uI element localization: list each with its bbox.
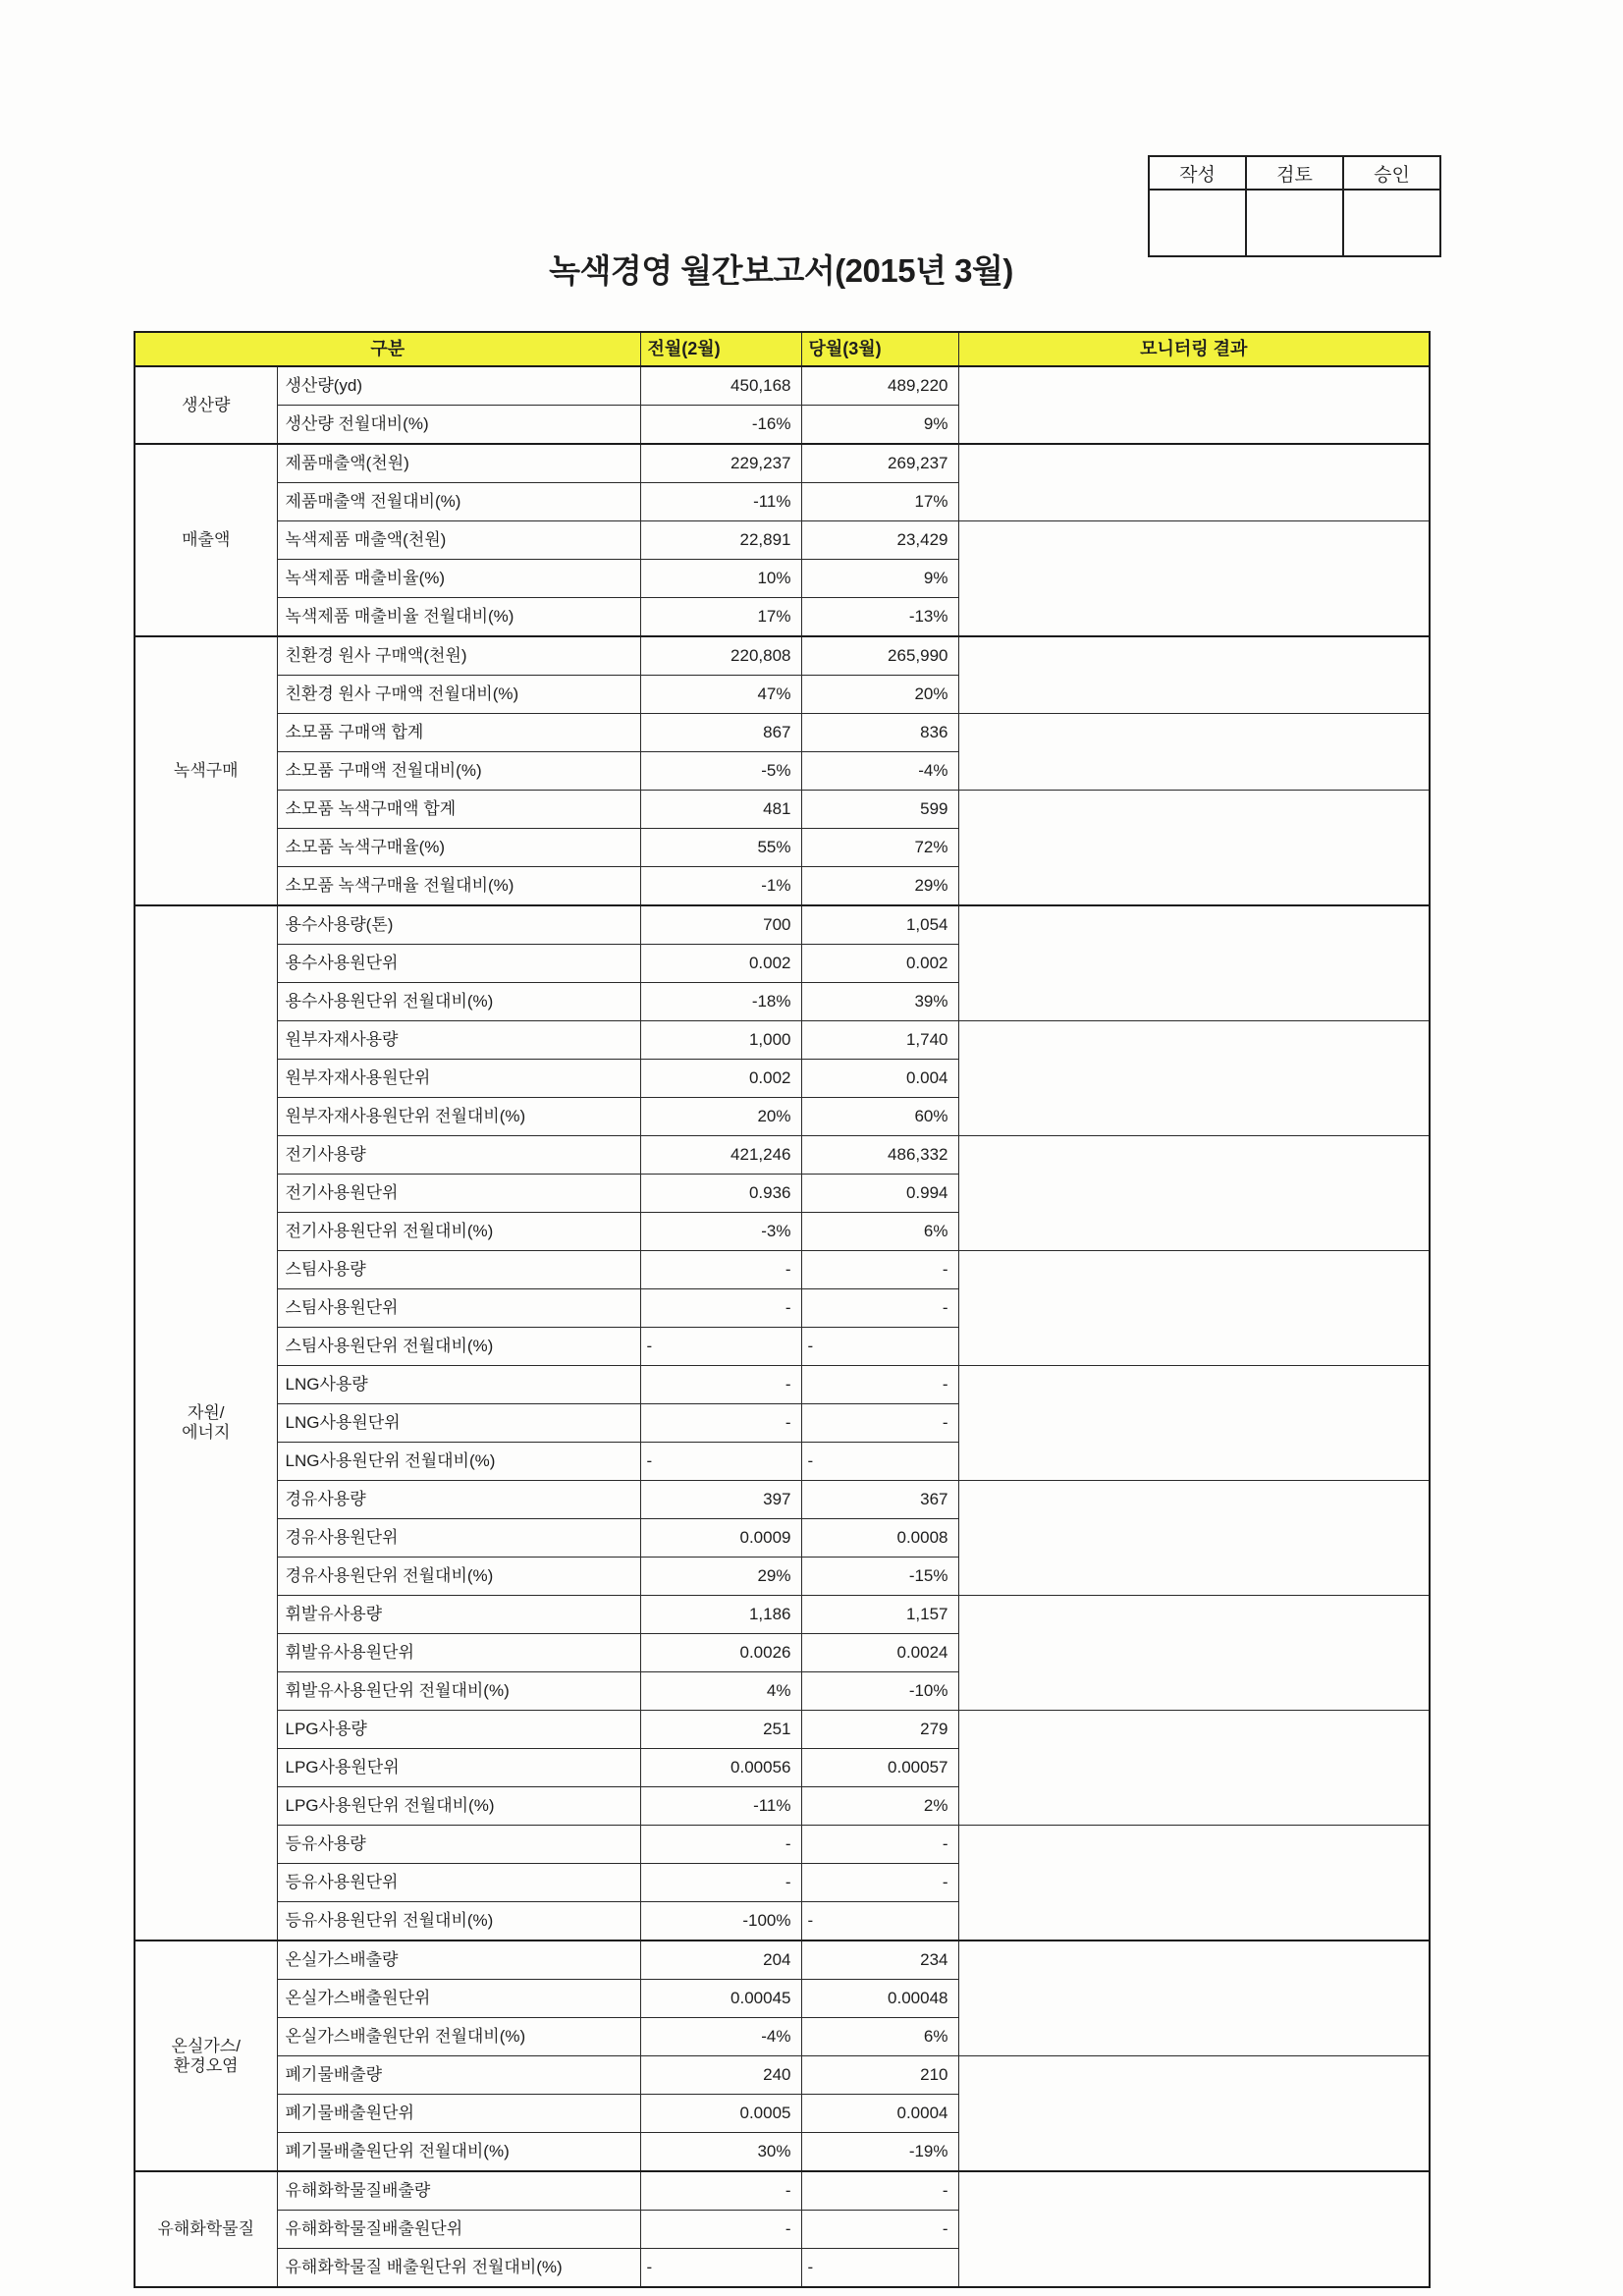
- monitoring-result-cell: [958, 2171, 1430, 2287]
- prev-month-value: -: [640, 2171, 801, 2211]
- curr-month-value: 20%: [801, 676, 958, 714]
- table-row: [135, 1136, 1430, 1175]
- curr-month-value: 0.994: [801, 1175, 958, 1213]
- prev-month-value: -: [640, 1289, 801, 1328]
- prev-month-value: -1%: [640, 867, 801, 906]
- monitoring-result-cell: [958, 366, 1430, 444]
- monitoring-result-cell: [958, 714, 1430, 791]
- metric-label: 스팀사용원단위: [277, 1289, 640, 1328]
- header-prev-month: 전월(2월): [640, 332, 801, 366]
- curr-month-value: -: [801, 1289, 958, 1328]
- metric-label: 폐기물배출원단위 전월대비(%): [277, 2133, 640, 2172]
- curr-month-value: 23,429: [801, 521, 958, 560]
- curr-month-value: -: [801, 1443, 958, 1481]
- metric-label: 녹색제품 매출비율 전월대비(%): [277, 598, 640, 637]
- metric-label: 녹색제품 매출비율(%): [277, 560, 640, 598]
- category-label-line: 에너지: [182, 1423, 231, 1442]
- category-label-line: 온실가스/: [171, 2036, 241, 2055]
- approval-header-review: 검토: [1246, 156, 1343, 190]
- prev-month-value: 204: [640, 1941, 801, 1980]
- header-monitoring-result: 모니터링 결과: [958, 332, 1430, 366]
- prev-month-value: 0.0026: [640, 1634, 801, 1672]
- curr-month-value: -: [801, 1366, 958, 1404]
- prev-month-value: 47%: [640, 676, 801, 714]
- table-row: [135, 1826, 1430, 1864]
- metric-label: LNG사용원단위: [277, 1404, 640, 1443]
- metric-label: 폐기물배출량: [277, 2056, 640, 2095]
- metric-label: 생산량(yd): [277, 366, 640, 406]
- header-curr-month: 당월(3월): [801, 332, 958, 366]
- prev-month-value: -100%: [640, 1902, 801, 1941]
- approval-header-write: 작성: [1149, 156, 1246, 190]
- category-group-cell: [135, 1941, 277, 2171]
- table-row: [135, 1596, 1430, 1634]
- table-row: [135, 1481, 1430, 1519]
- curr-month-value: 6%: [801, 1213, 958, 1251]
- metric-label: 경유사용량: [277, 1481, 640, 1519]
- prev-month-value: 397: [640, 1481, 801, 1519]
- curr-month-value: 9%: [801, 406, 958, 445]
- prev-month-value: 220,808: [640, 636, 801, 676]
- curr-month-value: 72%: [801, 829, 958, 867]
- metric-label: 친환경 원사 구매액 전월대비(%): [277, 676, 640, 714]
- curr-month-value: 0.0024: [801, 1634, 958, 1672]
- monitoring-result-cell: [958, 1136, 1430, 1251]
- prev-month-value: -: [640, 1443, 801, 1481]
- metric-label: 원부자재사용원단위 전월대비(%): [277, 1098, 640, 1136]
- metric-label: 전기사용원단위 전월대비(%): [277, 1213, 640, 1251]
- metric-label: 용수사용원단위 전월대비(%): [277, 983, 640, 1021]
- prev-month-value: 1,000: [640, 1021, 801, 1060]
- prev-month-value: -: [640, 1251, 801, 1289]
- metric-label: 온실가스배출량: [277, 1941, 640, 1980]
- curr-month-value: 60%: [801, 1098, 958, 1136]
- report-table: [134, 331, 1431, 2288]
- curr-month-value: 0.004: [801, 1060, 958, 1098]
- prev-month-value: 17%: [640, 598, 801, 637]
- metric-label: 제품매출액 전월대비(%): [277, 483, 640, 521]
- table-row: [135, 1251, 1430, 1289]
- table-row: [135, 1941, 1430, 1980]
- metric-label: 소모품 구매액 전월대비(%): [277, 752, 640, 791]
- monitoring-result-cell: [958, 444, 1430, 521]
- curr-month-value: -10%: [801, 1672, 958, 1711]
- monitoring-result-cell: [958, 1021, 1430, 1136]
- monitoring-result-cell: [958, 1826, 1430, 1941]
- metric-label: 유해화학물질배출량: [277, 2171, 640, 2211]
- metric-label: 원부자재사용원단위: [277, 1060, 640, 1098]
- monitoring-result-cell: [958, 1941, 1430, 2056]
- category-label-line: 매출액: [182, 530, 231, 550]
- metric-label: 휘발유사용량: [277, 1596, 640, 1634]
- curr-month-value: 1,740: [801, 1021, 958, 1060]
- prev-month-value: 481: [640, 791, 801, 829]
- curr-month-value: 210: [801, 2056, 958, 2095]
- monitoring-result-cell: [958, 1366, 1430, 1481]
- curr-month-value: 486,332: [801, 1136, 958, 1175]
- curr-month-value: 599: [801, 791, 958, 829]
- prev-month-value: 0.0009: [640, 1519, 801, 1558]
- prev-month-value: 10%: [640, 560, 801, 598]
- metric-label: 유해화학물질 배출원단위 전월대비(%): [277, 2249, 640, 2288]
- monitoring-result-cell: [958, 521, 1430, 637]
- prev-month-value: 30%: [640, 2133, 801, 2172]
- prev-month-value: 55%: [640, 829, 801, 867]
- metric-label: 온실가스배출원단위 전월대비(%): [277, 2018, 640, 2056]
- metric-label: 용수사용원단위: [277, 945, 640, 983]
- prev-month-value: -11%: [640, 483, 801, 521]
- curr-month-value: 2%: [801, 1787, 958, 1826]
- prev-month-value: 0.0005: [640, 2095, 801, 2133]
- prev-month-value: 421,246: [640, 1136, 801, 1175]
- prev-month-value: 0.00056: [640, 1749, 801, 1787]
- prev-month-value: -: [640, 1404, 801, 1443]
- curr-month-value: 1,157: [801, 1596, 958, 1634]
- curr-month-value: 0.0004: [801, 2095, 958, 2133]
- curr-month-value: 269,237: [801, 444, 958, 483]
- metric-label: LNG사용량: [277, 1366, 640, 1404]
- curr-month-value: -19%: [801, 2133, 958, 2172]
- metric-label: LNG사용원단위 전월대비(%): [277, 1443, 640, 1481]
- curr-month-value: 279: [801, 1711, 958, 1749]
- curr-month-value: -: [801, 2249, 958, 2288]
- prev-month-value: 700: [640, 905, 801, 945]
- metric-label: 등유사용원단위: [277, 1864, 640, 1902]
- category-group-cell: [135, 2171, 277, 2287]
- monitoring-result-cell: [958, 1711, 1430, 1826]
- metric-label: 온실가스배출원단위: [277, 1980, 640, 2018]
- monitoring-result-cell: [958, 791, 1430, 906]
- table-row: [135, 521, 1430, 560]
- monitoring-result-cell: [958, 1251, 1430, 1366]
- metric-label: LPG사용원단위 전월대비(%): [277, 1787, 640, 1826]
- prev-month-value: -4%: [640, 2018, 801, 2056]
- prev-month-value: 0.002: [640, 945, 801, 983]
- monitoring-result-cell: [958, 905, 1430, 1021]
- metric-label: 폐기물배출원단위: [277, 2095, 640, 2133]
- prev-month-value: 251: [640, 1711, 801, 1749]
- prev-month-value: 240: [640, 2056, 801, 2095]
- metric-label: 소모품 녹색구매율(%): [277, 829, 640, 867]
- curr-month-value: 0.00048: [801, 1980, 958, 2018]
- curr-month-value: 0.0008: [801, 1519, 958, 1558]
- metric-label: 제품매출액(천원): [277, 444, 640, 483]
- table-row: [135, 2171, 1430, 2211]
- table-row: [135, 714, 1430, 752]
- curr-month-value: -: [801, 2211, 958, 2249]
- prev-month-value: -: [640, 2211, 801, 2249]
- curr-month-value: 9%: [801, 560, 958, 598]
- monitoring-result-cell: [958, 636, 1430, 714]
- curr-month-value: -: [801, 1328, 958, 1366]
- category-label-line: 녹색구매: [173, 761, 239, 781]
- prev-month-value: 0.00045: [640, 1980, 801, 2018]
- metric-label: 용수사용량(톤): [277, 905, 640, 945]
- table-row: [135, 1366, 1430, 1404]
- curr-month-value: 265,990: [801, 636, 958, 676]
- metric-label: 친환경 원사 구매액(천원): [277, 636, 640, 676]
- metric-label: 전기사용원단위: [277, 1175, 640, 1213]
- curr-month-value: -4%: [801, 752, 958, 791]
- metric-label: 등유사용량: [277, 1826, 640, 1864]
- header-category: 구분: [135, 332, 640, 366]
- table-row: [135, 2056, 1430, 2095]
- category-group-cell: [135, 444, 277, 636]
- table-row: [135, 444, 1430, 483]
- report-table-body: [135, 366, 1430, 2287]
- curr-month-value: 0.002: [801, 945, 958, 983]
- curr-month-value: 1,054: [801, 905, 958, 945]
- page-title: 녹색경영 월간보고서(2015년 3월): [549, 252, 1013, 289]
- prev-month-value: 20%: [640, 1098, 801, 1136]
- approval-stamp-box: [1148, 155, 1441, 257]
- category-label-line: 환경오염: [173, 2055, 239, 2075]
- prev-month-value: 229,237: [640, 444, 801, 483]
- metric-label: LPG사용량: [277, 1711, 640, 1749]
- metric-label: 소모품 녹색구매액 합계: [277, 791, 640, 829]
- metric-label: 녹색제품 매출액(천원): [277, 521, 640, 560]
- approval-header-approve: 승인: [1343, 156, 1440, 190]
- metric-label: 소모품 녹색구매율 전월대비(%): [277, 867, 640, 906]
- metric-label: 등유사용원단위 전월대비(%): [277, 1902, 640, 1941]
- curr-month-value: 0.00057: [801, 1749, 958, 1787]
- prev-month-value: -: [640, 1864, 801, 1902]
- table-row: [135, 636, 1430, 676]
- prev-month-value: 867: [640, 714, 801, 752]
- metric-label: 유해화학물질배출원단위: [277, 2211, 640, 2249]
- metric-label: 생산량 전월대비(%): [277, 406, 640, 445]
- table-row: [135, 1711, 1430, 1749]
- table-row: [135, 1021, 1430, 1060]
- category-label-line: 유해화학물질: [157, 2219, 255, 2239]
- curr-month-value: -: [801, 1404, 958, 1443]
- category-label-line: 자원/: [187, 1403, 225, 1423]
- table-row: [135, 791, 1430, 829]
- curr-month-value: 6%: [801, 2018, 958, 2056]
- metric-label: 전기사용량: [277, 1136, 640, 1175]
- curr-month-value: 234: [801, 1941, 958, 1980]
- metric-label: 스팀사용원단위 전월대비(%): [277, 1328, 640, 1366]
- prev-month-value: 29%: [640, 1558, 801, 1596]
- table-row: [135, 366, 1430, 406]
- prev-month-value: -: [640, 1366, 801, 1404]
- prev-month-value: 22,891: [640, 521, 801, 560]
- monitoring-result-cell: [958, 1481, 1430, 1596]
- monitoring-result-cell: [958, 1596, 1430, 1711]
- table-header-row: [135, 332, 1430, 366]
- prev-month-value: 4%: [640, 1672, 801, 1711]
- prev-month-value: 1,186: [640, 1596, 801, 1634]
- metric-label: 경유사용원단위: [277, 1519, 640, 1558]
- category-group-cell: [135, 905, 277, 1941]
- table-row: [135, 905, 1430, 945]
- prev-month-value: -5%: [640, 752, 801, 791]
- curr-month-value: 836: [801, 714, 958, 752]
- curr-month-value: 29%: [801, 867, 958, 906]
- category-group-cell: [135, 636, 277, 905]
- curr-month-value: -: [801, 1826, 958, 1864]
- curr-month-value: -: [801, 1902, 958, 1941]
- category-label-line: 생산량: [182, 395, 231, 414]
- prev-month-value: 450,168: [640, 366, 801, 406]
- prev-month-value: -: [640, 2249, 801, 2288]
- curr-month-value: -: [801, 1864, 958, 1902]
- curr-month-value: -13%: [801, 598, 958, 637]
- prev-month-value: -11%: [640, 1787, 801, 1826]
- prev-month-value: -: [640, 1826, 801, 1864]
- prev-month-value: -16%: [640, 406, 801, 445]
- curr-month-value: 367: [801, 1481, 958, 1519]
- metric-label: 원부자재사용량: [277, 1021, 640, 1060]
- metric-label: 스팀사용량: [277, 1251, 640, 1289]
- prev-month-value: 0.936: [640, 1175, 801, 1213]
- curr-month-value: -: [801, 1251, 958, 1289]
- curr-month-value: -15%: [801, 1558, 958, 1596]
- curr-month-value: -: [801, 2171, 958, 2211]
- curr-month-value: 39%: [801, 983, 958, 1021]
- curr-month-value: 17%: [801, 483, 958, 521]
- prev-month-value: -3%: [640, 1213, 801, 1251]
- category-group-cell: [135, 366, 277, 444]
- curr-month-value: 489,220: [801, 366, 958, 406]
- metric-label: 휘발유사용원단위 전월대비(%): [277, 1672, 640, 1711]
- prev-month-value: 0.002: [640, 1060, 801, 1098]
- metric-label: 경유사용원단위 전월대비(%): [277, 1558, 640, 1596]
- metric-label: 휘발유사용원단위: [277, 1634, 640, 1672]
- prev-month-value: -18%: [640, 983, 801, 1021]
- metric-label: LPG사용원단위: [277, 1749, 640, 1787]
- metric-label: 소모품 구매액 합계: [277, 714, 640, 752]
- monitoring-result-cell: [958, 2056, 1430, 2172]
- prev-month-value: -: [640, 1328, 801, 1366]
